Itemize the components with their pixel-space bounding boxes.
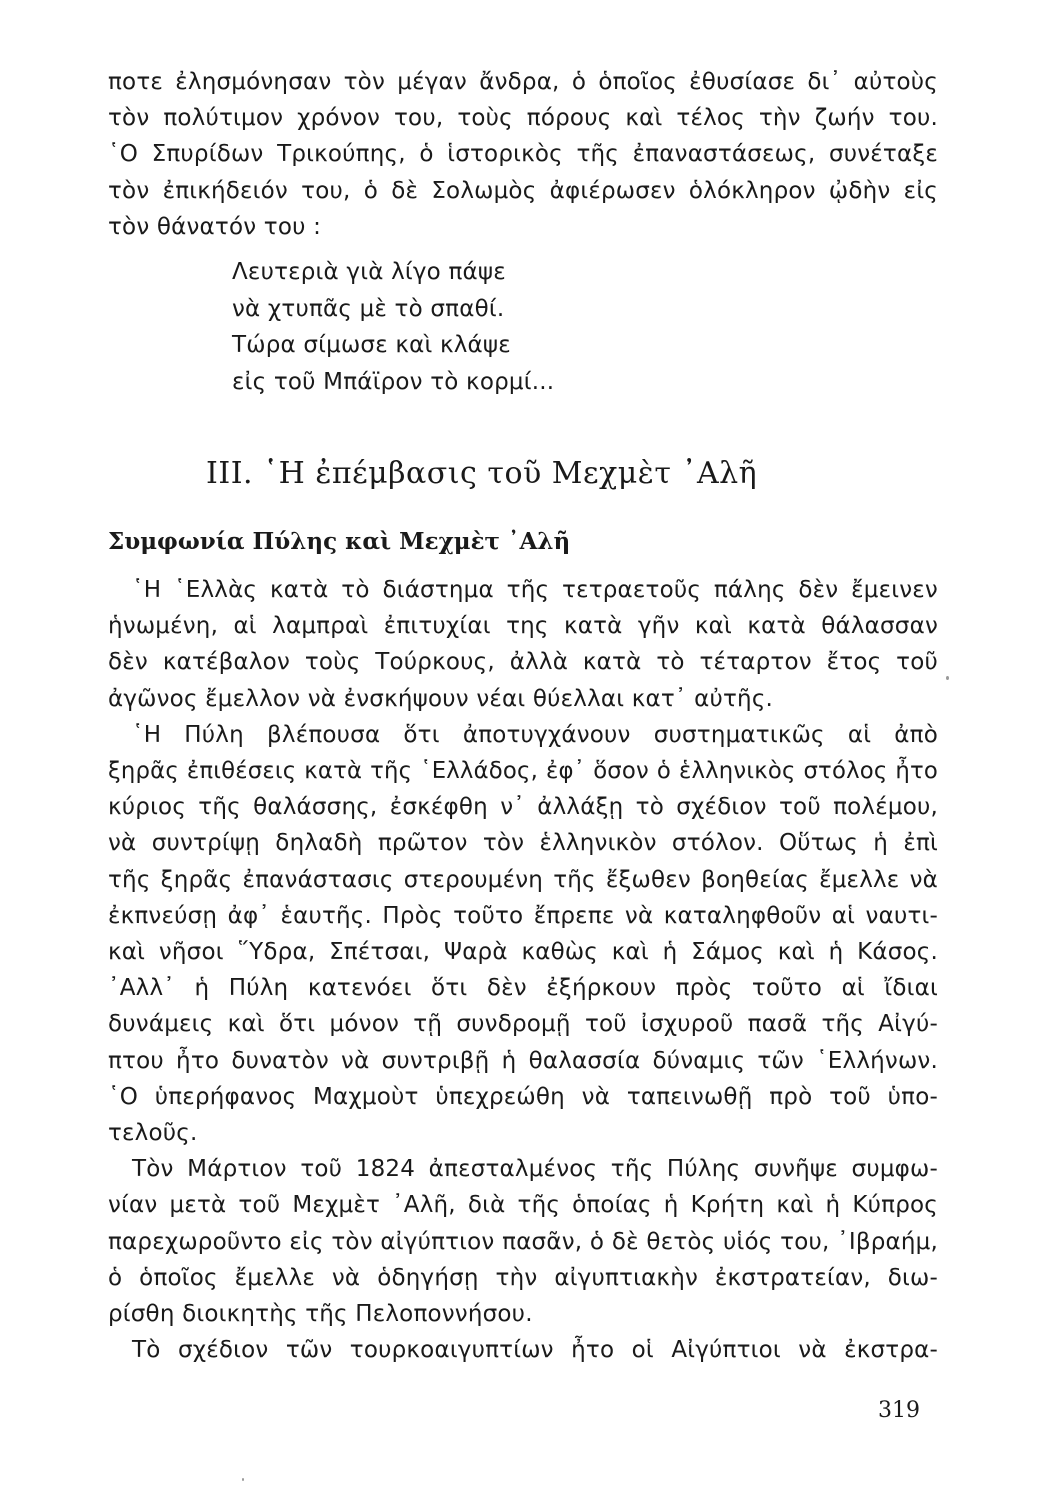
text-line: ἐκπνεύσῃ ἀφ᾽ ἑαυτῆς. Πρὸς τοῦτο ἔπρεπε νὰ καταληφθοῦν αἱ ναυτι- <box>108 902 938 929</box>
text-line: πτου ἦτο δυνατὸν νὰ συντριβῇ ἡ θαλασσία δύναμις τῶν ῾Ελλήνων. <box>108 1047 938 1074</box>
text-line: τὸν θάνατόν του : <box>108 213 322 240</box>
page-number: 319 <box>878 1398 920 1423</box>
text-line: Τὸ σχέδιον τῶν τουρκοαιγυπτίων ἦτο οἱ Αἰγύπτιοι νὰ ἐκστρα- <box>132 1337 938 1364</box>
text-line: καὶ νῆσοι ῞Υδρα, Σπέτσαι, Ψαρὰ καθὼς καὶ ἡ Σάμος καὶ ἡ Κάσος. <box>108 939 938 966</box>
text-line: Τὸν Μάρτιον τοῦ 1824 ἀπεσταλμένος τῆς Πύλης συνῆψε συμφω- <box>132 1156 938 1183</box>
chapter-title: III. ῾Η ἐπέμβασις τοῦ Μεχμὲτ ᾿Αλῆ <box>206 456 758 491</box>
text-line: ἡνωμένη, αἱ λαμπραὶ ἐπιτυχίαι της κατὰ γῆν καὶ κατὰ θάλασσαν <box>108 613 938 640</box>
text-line: τὸν ἐπικήδειόν του, ὁ δὲ Σολωμὸς ἀφιέρωσεν ὁλόκληρον ᾠδὴν εἰς <box>108 177 938 204</box>
paper-speck <box>946 676 949 680</box>
section-heading: Συμφωνία Πύλης καὶ Μεχμὲτ ᾿Αλῆ <box>108 528 571 555</box>
verse-line: εἰς τοῦ Μπάϊρον τὸ κορμί... <box>232 368 555 395</box>
text-line: ποτε ἐλησμόνησαν τὸν μέγαν ἄνδρα, ὁ ὁποῖος ἐθυσίασε δι᾽ αὐτοὺς <box>108 69 938 95</box>
text-line: τὸν πολύτιμον χρόνον του, τοὺς πόρους καὶ τέλος τὴν ζωήν του. <box>108 105 938 132</box>
intro-paragraph <box>108 64 938 245</box>
text-line: δυνάμεις καὶ ὅτι μόνον τῇ συνδρομῇ τοῦ ἰσχυροῦ πασᾶ τῆς Αἰγύ- <box>108 1011 938 1038</box>
text-line: ἀγῶνος ἔμελλον νὰ ἐνσκήψουν νέαι θύελλαι κατ᾽ αὐτῆς. <box>108 685 774 712</box>
paper-speck <box>242 1478 244 1481</box>
verse-quote <box>232 254 554 400</box>
text-line: ῾Ο ὑπερήφανος Μαχμοὺτ ὑπεχρεώθη νὰ ταπεινωθῇ πρὸ τοῦ ὑπο- <box>108 1083 938 1110</box>
verse-line: Λευτεριὰ γιὰ λίγο πάψε <box>232 259 506 285</box>
text-line: τελοῦς. <box>108 1120 198 1147</box>
text-line: κύριος τῆς θαλάσσης, ἐσκέφθη ν᾽ ἀλλάξῃ τὸ σχέδιον τοῦ πολέμου, <box>108 794 938 821</box>
text-line: ὁ ὁποῖος ἔμελλε νὰ ὁδηγήσῃ τὴν αἰγυπτιακὴν ἐκστρατείαν, διω- <box>108 1264 938 1291</box>
text-line: δὲν κατέβαλον τοὺς Τούρκους, ἀλλὰ κατὰ τὸ τέταρτον ἔτος τοῦ <box>108 649 938 676</box>
text-line: ῾Η Πύλη βλέπουσα ὅτι ἀποτυγχάνουν συστηματικῶς αἱ ἀπὸ <box>132 721 938 748</box>
text-line: ῾Ο Σπυρίδων Τρικούπης, ὁ ἱστορικὸς τῆς ἐπαναστάσεως, συνέταξε <box>108 141 938 168</box>
verse-line: Τώρα σίμωσε καὶ κλάψε <box>232 332 511 358</box>
text-line: ῾Η ῾Ελλὰς κατὰ τὸ διάστημα τῆς τετραετοῦς πάλης δὲν ἔμεινεν <box>132 577 938 603</box>
text-line: ρίσθη διοικητὴς τῆς Πελοποννήσου. <box>108 1301 533 1328</box>
text-line: ᾿Αλλ᾽ ἡ Πύλη κατενόει ὅτι δὲν ἐξήρκουν πρὸς τοῦτο αἱ ἴδιαι <box>108 975 938 1002</box>
text-line: νὰ συντρίψῃ δηλαδὴ πρῶτον τὸν ἑλληνικὸν στόλον. Οὕτως ἡ ἐπὶ <box>108 830 938 857</box>
text-line: τῆς ξηρᾶς ἐπανάστασις στερουμένη τῆς ἔξωθεν βοηθείας ἔμελλε νὰ <box>108 866 938 893</box>
text-line: παρεχωροῦντο εἰς τὸν αἰγύπτιον πασᾶν, ὁ δὲ θετὸς υἱός του, ᾿Ιβραήμ, <box>108 1228 938 1255</box>
text-line: ξηρᾶς ἐπιθέσεις κατὰ τῆς ῾Ελλάδος, ἐφ᾽ ὅσον ὁ ἑλληνικὸς στόλος ἦτο <box>108 758 938 785</box>
verse-line: νὰ χτυπᾶς μὲ τὸ σπαθί. <box>232 295 505 322</box>
body-text <box>108 572 938 1368</box>
text-line: νίαν μετὰ τοῦ Μεχμὲτ ᾿Αλῆ, διὰ τῆς ὁποίας ἡ Κρήτη καὶ ἡ Κύπρος <box>108 1192 938 1219</box>
